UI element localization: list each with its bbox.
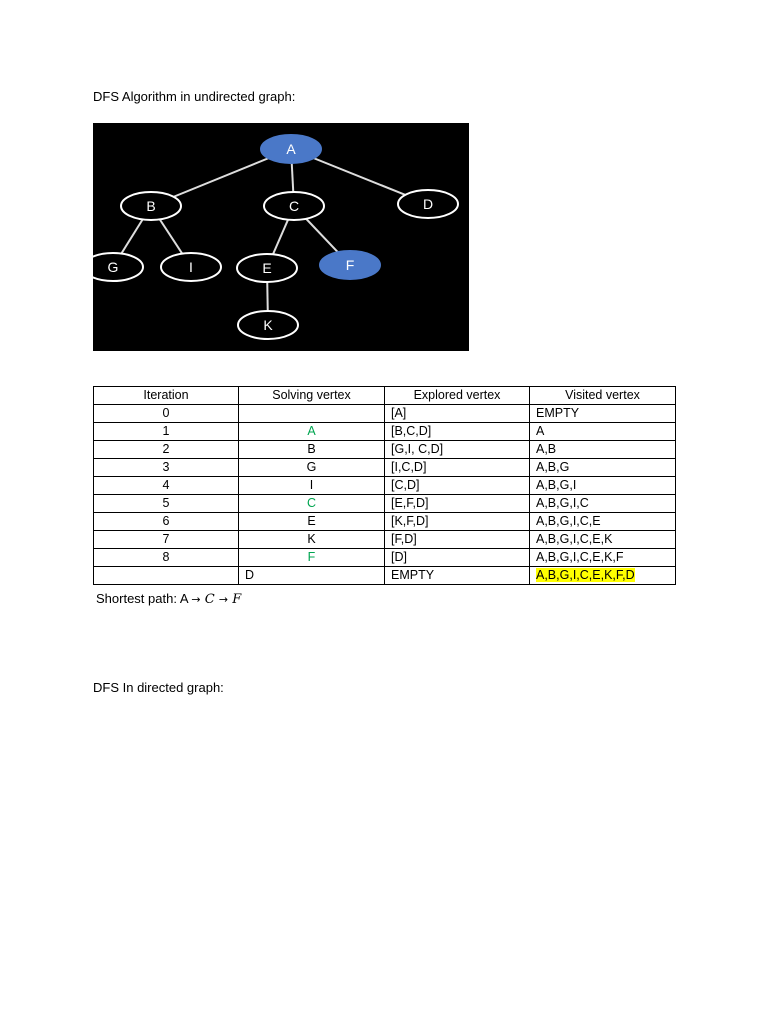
graph-node-c [264, 192, 324, 220]
graph-node-label: E [262, 260, 272, 276]
path-node-c: C [204, 592, 215, 607]
table-row [94, 549, 676, 567]
path-arrow: → [218, 593, 229, 606]
table-header-row [94, 387, 676, 405]
cell-visited-vertex: A,B,G,I,C,E,K [530, 531, 676, 549]
table-row [94, 531, 676, 549]
cell-visited-vertex: A [530, 423, 676, 441]
cell-explored-vertex: [D] [385, 549, 530, 567]
table-row [94, 441, 676, 459]
graph-node-label: F [345, 257, 355, 273]
cell-iteration: 2 [94, 441, 239, 459]
shortest-path-label: Shortest path: A [96, 591, 188, 606]
table-row [94, 423, 676, 441]
cell-solving-vertex: C [239, 495, 385, 513]
cell-solving-vertex: K [239, 531, 385, 549]
graph-node-d [398, 190, 458, 218]
graph-node-label: B [146, 198, 156, 214]
graph-node-label: D [422, 196, 434, 212]
graph-node-a [261, 135, 321, 163]
cell-iteration [94, 567, 239, 585]
graph-node-i [161, 253, 221, 281]
header-explored-vertex: Explored vertex [385, 387, 530, 405]
cell-visited-vertex: A,B,G,I,C,E,K,F [530, 549, 676, 567]
cell-explored-vertex: [E,F,D] [385, 495, 530, 513]
cell-visited-vertex: A,B,G [530, 459, 676, 477]
heading-directed: DFS In directed graph: [93, 680, 224, 695]
graph-node-g [93, 253, 143, 281]
table-row [94, 459, 676, 477]
cell-solving-vertex: E [239, 513, 385, 531]
graph-svg [93, 123, 469, 351]
graph-node-label: C [288, 198, 300, 214]
cell-explored-vertex: [K,F,D] [385, 513, 530, 531]
graph-node-label: A [286, 141, 296, 157]
graph-node-e [237, 254, 297, 282]
graph-node-label: K [263, 317, 273, 333]
cell-solving-vertex [239, 405, 385, 423]
graph-node-label: G [107, 259, 119, 275]
cell-explored-vertex: [G,I, C,D] [385, 441, 530, 459]
table-row [94, 513, 676, 531]
header-visited-vertex: Visited vertex [530, 387, 676, 405]
cell-iteration: 1 [94, 423, 239, 441]
cell-solving-vertex: A [239, 423, 385, 441]
cell-explored-vertex: [A] [385, 405, 530, 423]
cell-iteration: 5 [94, 495, 239, 513]
cell-solving-vertex: I [239, 477, 385, 495]
dfs-graph-figure [93, 123, 469, 351]
cell-iteration: 7 [94, 531, 239, 549]
graph-node-b [121, 192, 181, 220]
cell-explored-vertex: [I,C,D] [385, 459, 530, 477]
graph-node-f [320, 251, 380, 279]
header-solving-vertex: Solving vertex [239, 387, 385, 405]
table-body [94, 405, 676, 585]
cell-explored-vertex: EMPTY [385, 567, 530, 585]
cell-iteration: 3 [94, 459, 239, 477]
cell-explored-vertex: [B,C,D] [385, 423, 530, 441]
cell-solving-vertex: D [239, 567, 385, 585]
path-arrow: → [191, 593, 201, 606]
cell-solving-vertex: G [239, 459, 385, 477]
header-iteration: Iteration [94, 387, 239, 405]
cell-visited-vertex: A,B [530, 441, 676, 459]
cell-iteration: 6 [94, 513, 239, 531]
cell-explored-vertex: [F,D] [385, 531, 530, 549]
heading-undirected: DFS Algorithm in undirected graph: [93, 89, 296, 104]
dfs-table [93, 386, 676, 585]
cell-iteration: 8 [94, 549, 239, 567]
cell-visited-vertex [530, 567, 676, 585]
cell-solving-vertex: B [239, 441, 385, 459]
cell-iteration: 0 [94, 405, 239, 423]
highlighted-visited-order: A,B,G,I,C,E,K,F,D [536, 568, 635, 582]
cell-visited-vertex: A,B,G,I,C [530, 495, 676, 513]
cell-explored-vertex: [C,D] [385, 477, 530, 495]
table-row [94, 405, 676, 423]
cell-solving-vertex: F [239, 549, 385, 567]
graph-node-label: I [189, 259, 193, 275]
table-row [94, 495, 676, 513]
graph-node-k [238, 311, 298, 339]
table-row-final [94, 567, 676, 585]
path-node-f: F [232, 592, 242, 607]
table-row [94, 477, 676, 495]
cell-visited-vertex: A,B,G,I,C,E [530, 513, 676, 531]
cell-visited-vertex: A,B,G,I [530, 477, 676, 495]
cell-iteration: 4 [94, 477, 239, 495]
cell-visited-vertex: EMPTY [530, 405, 676, 423]
shortest-path [96, 591, 241, 607]
